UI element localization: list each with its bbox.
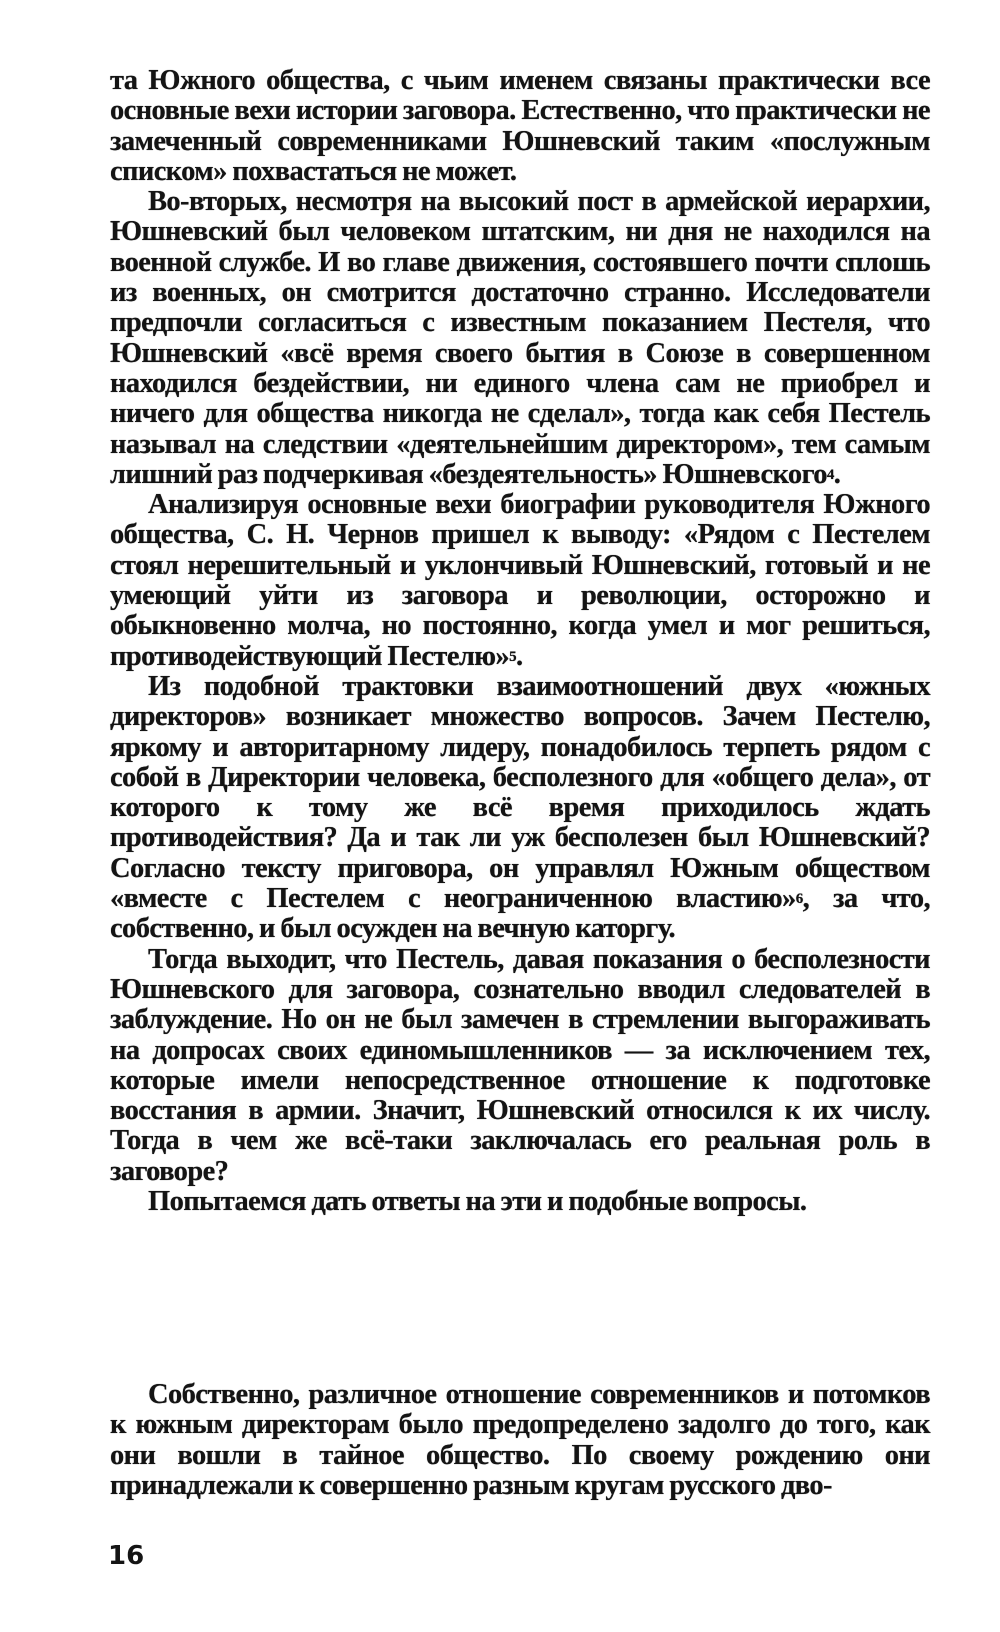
paragraph-text: Попытаемся дать ответы на эти и подобные вопросы. xyxy=(148,1185,807,1217)
paragraph-text: , за что, собственно, и был осужден на вечную каторгу. xyxy=(110,883,930,945)
paragraph-text: Собственно, различное отношение современников и потомков к южным директорам было предопределено задолго до того, как они вошли в тайное общество. По своему рождению они принадлежали к совершенно разным кругам русского дво- xyxy=(110,1379,930,1501)
paragraph-pestel xyxy=(110,945,930,1187)
paragraph-text: Анализируя основные вехи биографии руководителя Южного общества, С. Н. Чернов пришел к выводу: «Рядом с Пестелем стоял нерешительный и уклончивый Юшневский, готовый и не умеющий уйти из заговора и революции, осторожно и обыкновенно молча, но постоянно, когда умел и мог решиться, противодействующий Пестелю» xyxy=(110,489,930,672)
paragraph-questions xyxy=(110,672,930,945)
paragraph-text: Из подобной трактовки взаимоотношений двух «южных директоров» возникает множество вопросов. Зачем Пестелю, яркому и авторитарному лидеру, понадобилось терпеть рядом с собой в Директории человека, бесполезного для «общего дела», от которого к тому же всё время приходилось ждать противодействия? Да и так ли уж бесполезен был Юшневский? Согласно тексту приговора, он управлял Южным обществом «вместе с Пестелем с неограниченною властию» xyxy=(110,670,930,915)
page-number: 16 xyxy=(108,1541,145,1571)
paragraph-section-start xyxy=(110,1380,930,1501)
paragraph-chernov: Анализируя основные вехи биографии руководителя Южного общества, С. Н. Чернов пришел к выводу: «Рядом с Пестелем стоял нерешительный и уклончивый Юшневский, готовый и не умеющий уйти из заговора и революции, осторожно и обыкновенно молча, но постоянно, когда умел и мог решиться, противодействующий Пестелю»$^5$. xyxy=(110,489,930,672)
paragraph-text: та Южного общества, с чьим именем связаны практически все основные вехи истории заговора. Естественно, что практически не замеченный современниками Юшневский таким «послужным списком» похвастаться не может. xyxy=(110,65,930,187)
main-text xyxy=(110,66,930,1217)
paragraph-attempt xyxy=(110,1187,930,1217)
paragraph-text: Тогда выходит, что Пестель, давая показания о бесполезности Юшневского для заговора, сознательно вводил следователей в заблуждение. Но он не был замечен в стремлении выгораживать на допросах своих единомышленников — за исключением тех, которые имели непосредственное отношение к подготовке восстания в армии. Значит, Юшневский относился к их числу. Тогда в чем же всё-таки заключалась его реальная роль в заговоре? xyxy=(110,943,930,1187)
paragraph-text: Во-вторых, несмотря на высокий пост в армейской иерархии, Юшневский был человеком штатским, ни дня не находился на военной службе. И во главе движения, состоявшего почти сплошь из военных, он смотрится достаточно странно. Исследователи предпочли согласиться с известным показанием Пестеля, что Юшневский «всё время своего бытия в Союзе в совершенном находился бездействии, ни единого члена сам не приобрел и ничего для общества никогда не сделал», тогда как себя Пестель называл на следствии «деятельнейшим директором», тем самым лишний раз подчеркивая «бездеятельность» Юшневского xyxy=(110,186,930,490)
footnote-marker: 4 xyxy=(826,466,834,483)
footnote-marker: 6 xyxy=(795,891,803,908)
paragraph-secondly: Во-вторых, несмотря на высокий пост в армейской иерархии, Юшневский был человеком штатским, ни дня не находился на военной службе. И во главе движения, состоявшего почти сплошь из военных, он смотрится достаточно странно. Исследователи предпочли согласиться с известным показанием Пестеля, что Юшневский «всё время своего бытия в Союзе в совершенном находился бездействии, ни единого члена сам не приобрел и ничего для общества никогда не сделал», тогда как себя Пестель называл на следствии «деятельнейшим директором», тем самым лишний раз подчеркивая «бездеятельность» Юшневского$^4$. xyxy=(110,186,930,490)
footnote-marker: 5 xyxy=(509,648,516,665)
paragraph-continuation xyxy=(110,66,930,187)
section-text xyxy=(110,1380,930,1501)
